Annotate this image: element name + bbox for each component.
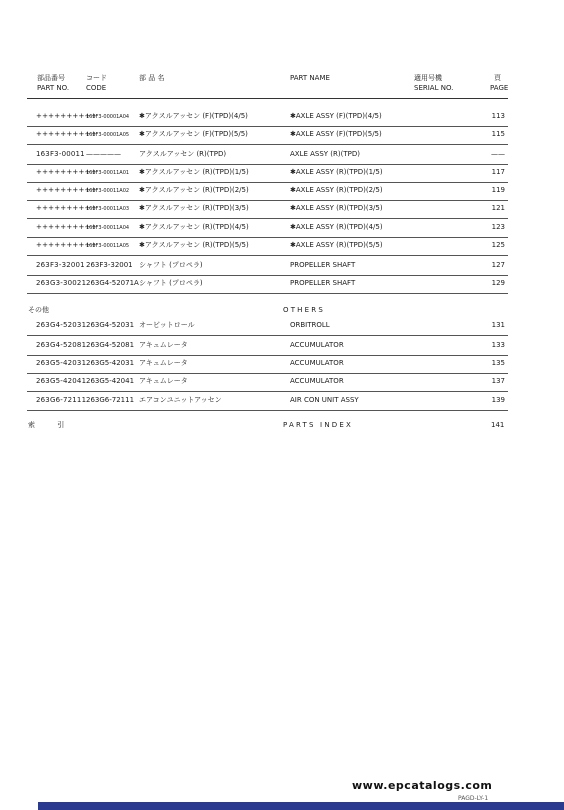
code: 263G5-42031: [86, 359, 135, 367]
code: 163F3-00011A01: [86, 170, 130, 176]
header-part-no-jp: 部品番号: [37, 74, 65, 82]
table-row: [27, 219, 508, 238]
part-number: ++++++++++: [36, 130, 97, 138]
code: 163F3-00001A04: [86, 114, 130, 120]
part-name-en: ✱AXLE ASSY (F)(TPD)(5/5): [290, 130, 382, 138]
part-name-jp: シャフト (プロペラ): [139, 279, 203, 287]
part-name-en: ✱AXLE ASSY (R)(TPD)(2/5): [290, 186, 383, 194]
footer-reference: PAGD-LY-1: [458, 795, 489, 802]
part-name-en: PROPELLER SHAFT: [290, 279, 356, 287]
code: 163F3-00001A05: [86, 132, 130, 138]
part-number: ++++++++++: [36, 112, 97, 120]
part-name-en: AIR CON UNIT ASSY: [290, 396, 359, 404]
page-number: 129: [491, 279, 505, 287]
page-number: 139: [491, 396, 505, 404]
header-code-en: CODE: [86, 84, 107, 92]
part-name-en: ACCUMULATOR: [290, 341, 344, 349]
part-name-jp: ✱アクスルアッセン (R)(TPD)(5/5): [139, 241, 249, 249]
page-number: 117: [491, 168, 505, 176]
part-name-jp: アキュムレータ: [139, 377, 188, 385]
page-number: 115: [491, 130, 505, 138]
part-number: ++++++++++: [36, 241, 97, 249]
table-row: [27, 126, 508, 145]
part-name-en: ✱AXLE ASSY (R)(TPD)(1/5): [290, 168, 383, 176]
part-name-jp: ✱アクスルアッセン (R)(TPD)(1/5): [139, 168, 249, 176]
part-number: ++++++++++: [36, 186, 97, 194]
part-number: 163F3-00011: [36, 150, 85, 158]
code: —————: [86, 150, 121, 158]
header-code-jp: コード: [86, 74, 107, 82]
code: 163F3-00011A03: [86, 206, 130, 212]
part-name-jp: ✱アクスルアッセン (F)(TPD)(4/5): [139, 112, 248, 120]
page-number: 121: [491, 204, 505, 212]
table-row: [27, 257, 508, 276]
code: 163F3-00011A02: [86, 188, 130, 194]
header-name-jp: 部 品 名: [139, 74, 165, 82]
part-number: ++++++++++: [36, 204, 97, 212]
part-name-jp: ✱アクスルアッセン (F)(TPD)(5/5): [139, 130, 248, 138]
page-number: 135: [491, 359, 505, 367]
page-number: 119: [491, 186, 505, 194]
part-number: 263G5-42041: [36, 377, 87, 385]
part-name-jp: アクスルアッセン (R)(TPD): [139, 150, 227, 158]
part-number: ++++++++++: [36, 223, 97, 231]
bottom-edge-bar: [38, 802, 564, 810]
code: 263G4-52031: [86, 321, 135, 329]
watermark: www.epcatalogs.com: [352, 779, 493, 792]
code: 263G6-72111: [86, 396, 135, 404]
code: 263G4-52071A: [86, 279, 139, 287]
table-row: [27, 373, 508, 392]
table-row: [27, 164, 508, 183]
part-name-en: ACCUMULATOR: [290, 359, 344, 367]
part-name-en: PROPELLER SHAFT: [290, 261, 356, 269]
part-number: 263F3-32001: [36, 261, 85, 269]
part-number: 263G5-42031: [36, 359, 87, 367]
part-name-jp: ✱アクスルアッセン (R)(TPD)(2/5): [139, 186, 249, 194]
part-name-en: ✱AXLE ASSY (R)(TPD)(5/5): [290, 241, 383, 249]
code: 263F3-32001: [86, 261, 133, 269]
part-name-jp: ✱アクスルアッセン (R)(TPD)(4/5): [139, 223, 249, 231]
header-page-en: PAGE: [490, 84, 509, 92]
index-label-en: PARTS INDEX: [283, 421, 353, 429]
part-name-en: ✱AXLE ASSY (R)(TPD)(4/5): [290, 223, 383, 231]
code: 163F3-00011A04: [86, 225, 130, 231]
others-label-jp: その他: [28, 306, 49, 314]
table-row: [27, 355, 508, 374]
page-number: 127: [491, 261, 505, 269]
page-number: 131: [491, 321, 505, 329]
header-part-no-en: PART NO.: [37, 84, 70, 92]
part-name-en: AXLE ASSY (R)(TPD): [290, 150, 360, 158]
table-row: [27, 317, 508, 336]
part-name-jp: エアコンユニットアッセン: [139, 396, 222, 404]
header-page-jp: 頁: [494, 74, 501, 82]
page-number: 113: [491, 112, 505, 120]
part-number: 263G6-72111: [36, 396, 87, 404]
part-name-jp: ✱アクスルアッセン (R)(TPD)(3/5): [139, 204, 249, 212]
page-number: ——: [491, 150, 505, 158]
table-row: [27, 392, 508, 411]
part-name-en: ✱AXLE ASSY (R)(TPD)(3/5): [290, 204, 383, 212]
code: 163F3-00011A05: [86, 243, 130, 249]
code: 263G4-52081: [86, 341, 135, 349]
part-number: ++++++++++: [36, 168, 97, 176]
table-row: [27, 275, 508, 294]
page-number: 125: [491, 241, 505, 249]
code: 263G5-42041: [86, 377, 135, 385]
page-number: 123: [491, 223, 505, 231]
table-row: [27, 237, 508, 256]
index-page-number: 141: [491, 421, 505, 429]
others-label-en: OTHERS: [283, 306, 325, 314]
table-row: [27, 146, 508, 165]
part-name-jp: アキュムレータ: [139, 341, 188, 349]
part-name-en: ✱AXLE ASSY (F)(TPD)(4/5): [290, 112, 382, 120]
header-rule: [27, 98, 508, 99]
header-serial-jp: 適用号機: [414, 74, 442, 82]
table-row: [27, 200, 508, 219]
table-row: [27, 337, 508, 356]
part-name-jp: アキュムレータ: [139, 359, 188, 367]
header-part-name: PART NAME: [290, 74, 330, 82]
table-row: [27, 108, 508, 127]
part-name-en: ORBITROLL: [290, 321, 330, 329]
page-number: 133: [491, 341, 505, 349]
part-number: 263G4-52081: [36, 341, 87, 349]
header-serial-en: SERIAL NO.: [414, 84, 454, 92]
part-number: 263G3-30021: [36, 279, 87, 287]
part-name-jp: オービットロール: [139, 321, 195, 329]
part-name-jp: シャフト (プロペラ): [139, 261, 203, 269]
part-name-en: ACCUMULATOR: [290, 377, 344, 385]
page-number: 137: [491, 377, 505, 385]
table-row: [27, 182, 508, 201]
part-number: 263G4-52031: [36, 321, 87, 329]
index-label-jp: 索 引: [28, 421, 75, 429]
